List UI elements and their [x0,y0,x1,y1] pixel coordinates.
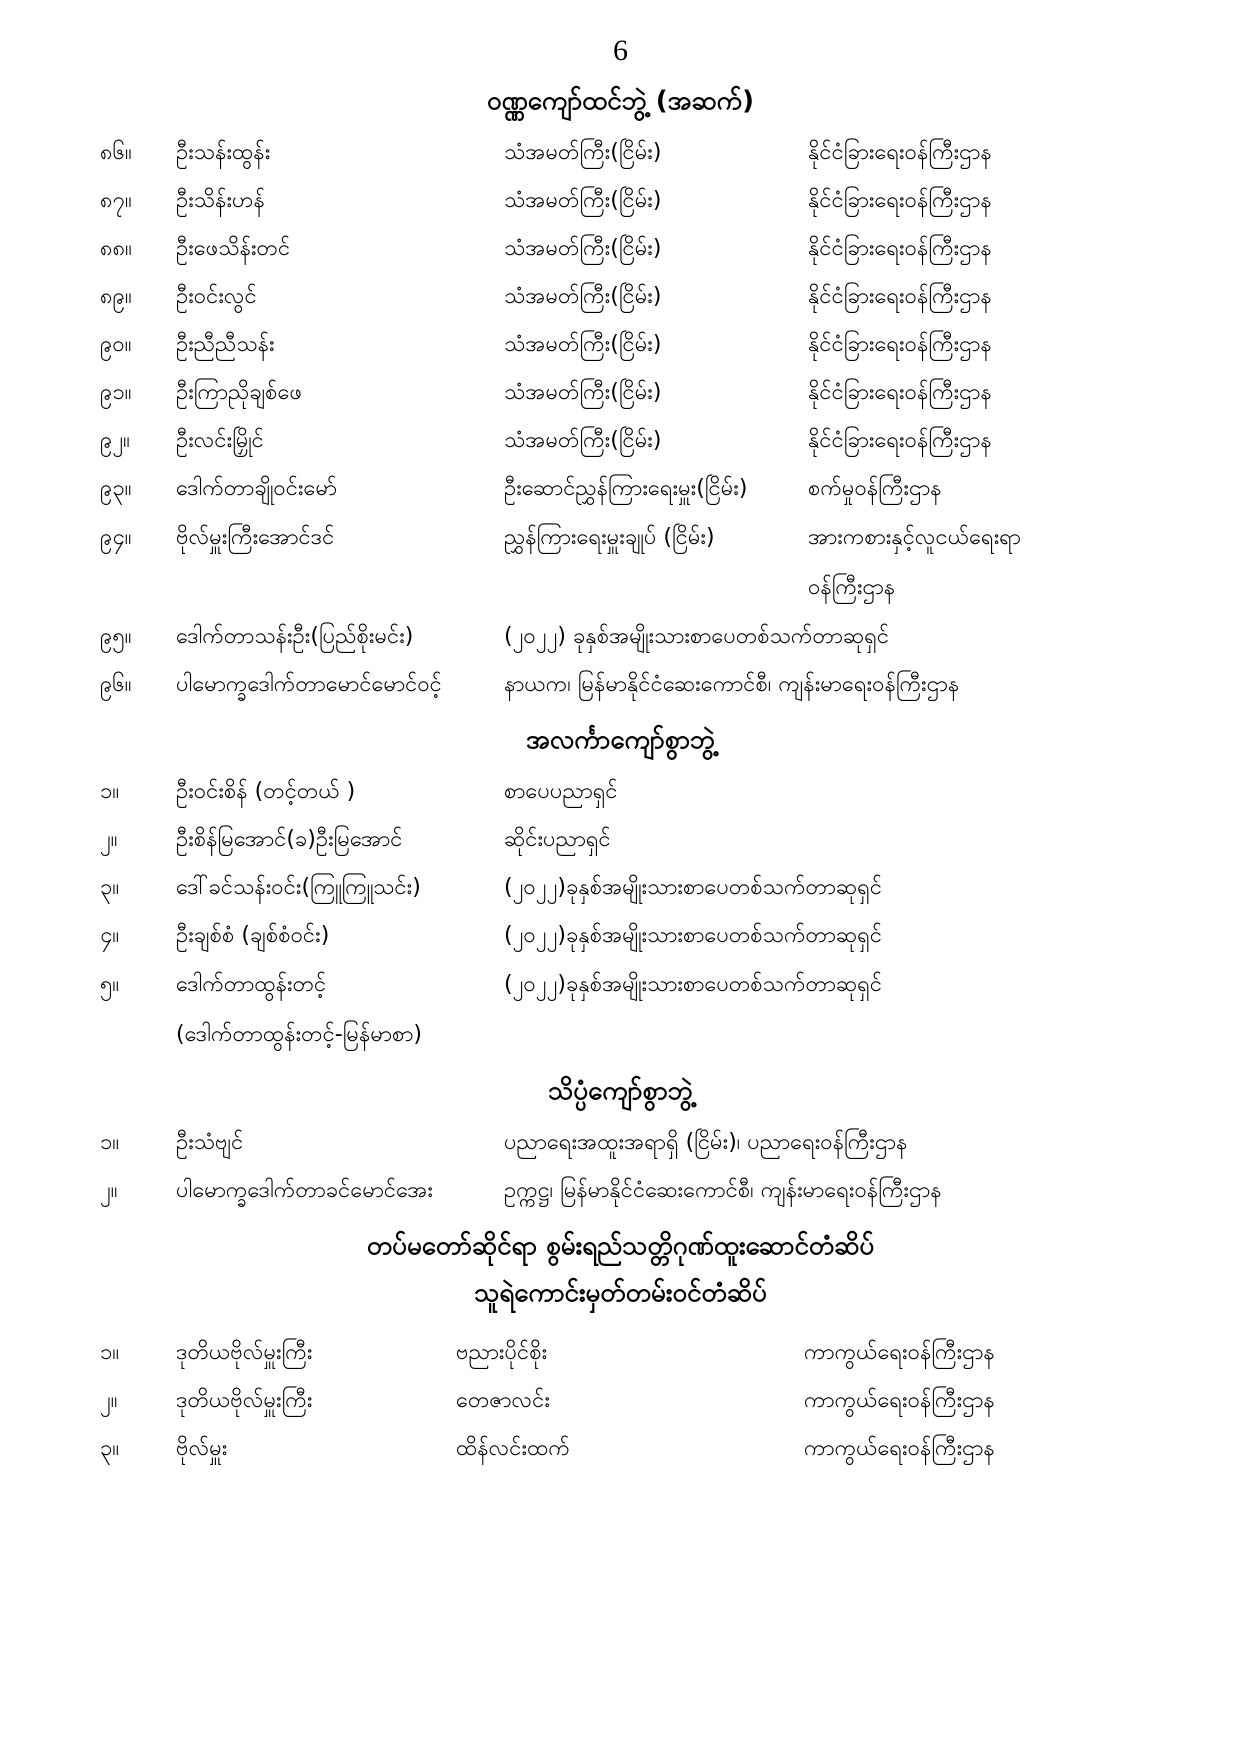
person-department: နိုင်ငံခြားရေးဝန်ကြီးဌာန [808,188,992,213]
table-row [0,369,1241,417]
person-position: ဦးဆောင်ညွှန်ကြားရေးမှူး(ငြိမ်း) [504,476,748,501]
person-name: တေဇာလင်း [456,1388,550,1413]
person-name: ထိန်လင်းထက် [456,1436,570,1461]
person-name: ဦးလင်းမြှိုင် [176,428,264,453]
row-number: ၄။ [100,923,120,948]
row-number: ၈၈။ [100,236,132,261]
row-number: ၈၇။ [100,188,132,213]
row-number: ၂။ [100,1178,118,1203]
table-row [0,816,1241,864]
person-department: နိုင်ငံခြားရေးဝန်ကြီးဌာန [808,236,992,261]
person-position: သံအမတ်ကြီး(ငြိမ်း) [504,236,662,261]
section-title-military: တပ်မတော်ဆိုင်ရာ စွမ်းရည်သတ္တိဂုဏ်ထူးဆောင်တံဆိပ် [366,1231,875,1261]
table-row [0,912,1241,960]
person-position: (၂၀၂၂)ခုနှစ်အမျိုးသားစာပေတစ်သက်တာဆုရှင် [504,923,883,948]
person-position: သံအမတ်ကြီး(ငြိမ်း) [504,284,662,309]
section-subtitle-military: သူရဲကောင်းမှတ်တမ်းဝင်တံဆိပ် [474,1278,767,1308]
row-number: ၃။ [100,875,120,900]
page-number: 6 [613,34,628,67]
person-name: ပါမောက္ခဒေါက်တာမောင်မောင်ဝင့် [176,672,442,697]
section-title-wunna: ဝဏ္ဏကျော်ထင်ဘွဲ့ (အဆက်) [486,86,755,116]
department-line-1: အားကစားနှင့်လူငယ်ရေးရာ [808,525,1021,550]
person-department: နိုင်ငံခြားရေးဝန်ကြီးဌာန [808,380,992,405]
name-line-2: (ဒေါက်တာထွန်းတင့်-မြန်မာစာ) [176,1022,423,1047]
person-name: ဦးသိန်းဟန် [176,188,265,213]
person-position: (၂၀၂၂) ခုနှစ်အမျိုးသားစာပေတစ်သက်တာဆုရှင် [504,624,890,649]
section-title-theippan: သိပ္ပံကျော်စွာဘွဲ့ [548,1076,693,1106]
person-department: ကာကွယ်ရေးဝန်ကြီးဌာန [804,1436,995,1461]
person-rank: ဒုတိယဗိုလ်မှူးကြီး [176,1388,313,1413]
person-position: သံအမတ်ကြီး(ငြိမ်း) [504,428,662,453]
person-position: စာပေပညာရှင် [504,779,618,804]
person-name: ဦးညီညီသန်း [176,332,275,357]
person-position: နာယက၊ မြန်မာနိုင်ငံဆေးကောင်စီ၊ ကျန်းမာရေးဝန်ကြီးဌာန [504,672,960,697]
person-department: စက်မှုဝန်ကြီးဌာန [808,476,942,501]
person-position: ဥက္ကဋ္ဌ၊ မြန်မာနိုင်ငံဆေးကောင်စီ၊ ကျန်းမာရေးဝန်ကြီးဌာန [504,1178,942,1203]
person-name: ဦးစိန်မြအောင်(ခ)ဦးမြအောင် [176,827,403,852]
person-name: ဦးသံဗျင် [176,1130,244,1155]
table-row [0,465,1241,513]
row-number: ၉၃။ [100,476,132,501]
name-line-1: ဒေါက်တာထွန်းတင့် [176,972,327,997]
person-department: နိုင်ငံခြားရေးဝန်ကြီးဌာန [808,140,992,165]
person-department: ကာကွယ်ရေးဝန်ကြီးဌာန [804,1340,995,1365]
row-number: ၉၁။ [100,380,132,405]
person-position: ပညာရေးအထူးအရာရှိ (ငြိမ်း)၊ ပညာရေးဝန်ကြီးဌာန [504,1130,908,1155]
person-name: ဦးဖေသိန်းတင် [176,236,291,261]
person-name: ဒေါက်တာသန်းဦး(ပြည်စိုးမင်း) [176,624,414,649]
table-row [0,1167,1241,1215]
row-number: ၁။ [100,1130,120,1155]
table-row [0,1425,1241,1473]
person-department: နိုင်ငံခြားရေးဝန်ကြီးဌာန [808,284,992,309]
table-row [0,1377,1241,1425]
row-number: ၅။ [100,972,120,997]
row-number: ၉၀။ [100,332,132,357]
person-position: (၂၀၂၂)ခုနှစ်အမျိုးသားစာပေတစ်သက်တာဆုရှင် [504,972,883,997]
section-title-alinka: အလင်္ကာကျော်စွာဘွဲ့ [525,725,716,755]
table-row [0,513,1241,613]
person-name: ဦးသန်းထွန်း [176,140,271,165]
table-row [0,768,1241,816]
person-name: ဒေါ်ခင်သန်းဝင်း(ကြူကြူသင်း) [176,875,421,900]
person-department: ကာကွယ်ရေးဝန်ကြီးဌာန [804,1388,995,1413]
person-rank: ဗိုလ်မှူး [176,1436,228,1461]
row-number: ၉၆။ [100,672,132,697]
table-row [0,613,1241,661]
row-number: ၁။ [100,779,120,804]
table-row [0,129,1241,177]
row-number: ၉၂။ [100,428,130,453]
table-row [0,661,1241,709]
person-name: ဒေါက်တာချိုဝင်းမော် [176,476,338,501]
person-name: ပါမောက္ခဒေါက်တာခင်မောင်အေး [176,1178,433,1203]
person-department: နိုင်ငံခြားရေးဝန်ကြီးဌာန [808,332,992,357]
person-position: ညွှန်ကြားရေးမှူးချုပ် (ငြိမ်း) [504,525,715,550]
person-position: သံအမတ်ကြီး(ငြိမ်း) [504,380,662,405]
row-number: ၁။ [100,1340,120,1365]
person-name: ဦးကြာညိုချစ်ဖေ [176,380,303,405]
person-name: ဗိုလ်မှူးကြီးအောင်ဒင် [176,525,335,550]
person-position: (၂၀၂၂)ခုနှစ်အမျိုးသားစာပေတစ်သက်တာဆုရှင် [504,875,883,900]
table-row [0,273,1241,321]
person-name: ဦးဝင်းလွင် [176,284,257,309]
person-position: သံအမတ်ကြီး(ငြိမ်း) [504,332,662,357]
department-line-2: ဝန်ကြီးဌာန [808,575,896,600]
person-position: ဆိုင်းပညာရှင် [504,827,611,852]
table-row [0,1119,1241,1167]
table-row [0,960,1241,1060]
table-row [0,864,1241,912]
row-number: ၈၆။ [100,140,132,165]
row-number: ၉၄။ [100,525,132,550]
person-department: နိုင်ငံခြားရေးဝန်ကြီးဌာန [808,428,992,453]
table-row [0,177,1241,225]
person-name: ဗညားပိုင်စိုး [456,1340,548,1365]
person-name: ဦးဝင်းစိန် (တင့်တယ် ) [176,779,356,804]
table-row [0,1329,1241,1377]
row-number: ၉၅။ [100,624,132,649]
table-row [0,321,1241,369]
row-number: ၂။ [100,1388,118,1413]
person-rank: ဒုတိယဗိုလ်မှူးကြီး [176,1340,313,1365]
row-number: ၃။ [100,1436,120,1461]
row-number: ၂။ [100,827,118,852]
person-name: ဦးချစ်စံ (ချစ်စံဝင်း) [176,923,330,948]
person-position: သံအမတ်ကြီး(ငြိမ်း) [504,188,662,213]
table-row [0,225,1241,273]
person-department [808,513,1201,613]
row-number: ၈၉။ [100,284,132,309]
person-name [176,960,504,1060]
person-position: သံအမတ်ကြီး(ငြိမ်း) [504,140,662,165]
table-row [0,417,1241,465]
